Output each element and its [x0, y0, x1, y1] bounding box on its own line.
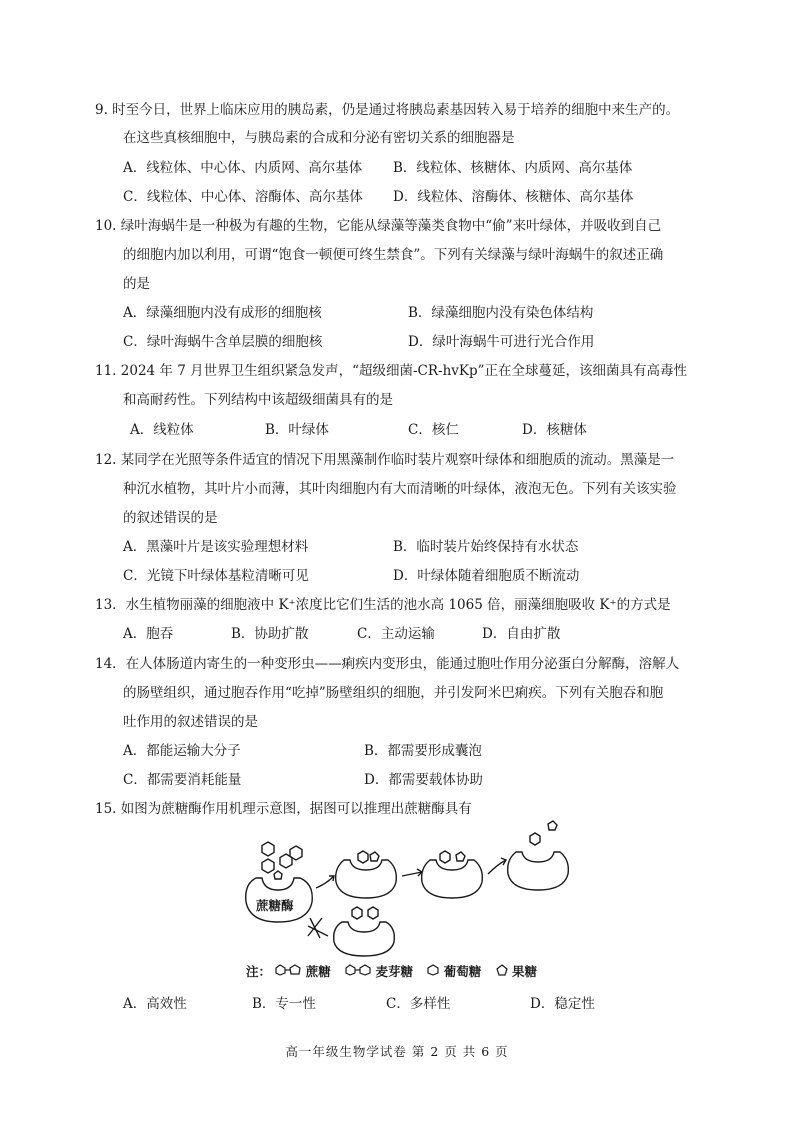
- question-9-option-b: B．线粒体、核糖体、内质网、高尔基体: [393, 160, 633, 176]
- sucrose-hexagon-icon: [262, 859, 274, 873]
- legend-fructose-label: 果糖: [511, 964, 537, 979]
- legend-maltose-label: 麦芽糖: [375, 964, 413, 979]
- question-13-option-d: D．自由扩散: [482, 626, 561, 642]
- sucrase-enzyme-cleaved: [422, 860, 483, 898]
- question-10-line-3: 的是: [123, 276, 150, 292]
- question-15-option-a: A．高效性: [123, 996, 187, 1012]
- legend-sucrose-label: 蔗糖: [305, 964, 331, 979]
- question-12-option-d: D．叶绿体随着细胞质不断流动: [393, 568, 580, 584]
- sucrose-icon: [275, 964, 301, 979]
- question-14-option-c: C．都需要消耗能量: [123, 772, 242, 788]
- page-footer: 高一年级生物学试卷 第 2 页 共 6 页: [285, 1044, 509, 1059]
- question-14-line-3: 吐作用的叙述错误的是: [123, 714, 258, 730]
- sucrase-enzyme-free: [508, 852, 569, 890]
- question-14-line-2: 的肠壁组织，通过胞吞作用“吃掉”肠壁组织的细胞，并引发阿米巴痢疾。下列有关胞吞和胞: [123, 685, 664, 701]
- question-11-line-2: 和高耐药性。下列结构中该超级细菌具有的是: [123, 392, 393, 408]
- question-9-option-d: D．线粒体、溶酶体、核糖体、高尔基体: [393, 189, 634, 205]
- sucrose-hexagon-icon: [262, 842, 274, 856]
- question-13-option-c: C．主动运输: [357, 626, 435, 642]
- blocked-arrow-icon: [308, 918, 328, 938]
- question-12-option-a: A．黑藻叶片是该实验理想材料: [123, 539, 309, 555]
- question-15-option-b: B．专一性: [252, 996, 316, 1012]
- question-11-line-1: 11. 2024 年 7 月世界卫生组织紧急发声，“超级细菌-CR-hvKp”正在全球蔓延，该细菌具有高毒性: [95, 363, 688, 379]
- question-10-line-1: 10. 绿叶海蜗牛是一种极为有趣的生物，它能从绿藻等藻类食物中“偷”来叶绿体，并吸收到自己: [95, 218, 662, 234]
- legend-glucose-label: 葡萄糖: [443, 964, 482, 979]
- arrow-icon: [316, 876, 334, 888]
- question-12-option-c: C．光镜下叶绿体基粒清晰可见: [123, 568, 309, 584]
- question-14-line-1: 14．在人体肠道内寄生的一种变形虫——痢疾内变形虫，能通过胞吐作用分泌蛋白分解酶，溶解人: [95, 656, 680, 672]
- glucose-icon: [427, 964, 439, 979]
- legend-prefix: 注：: [246, 964, 272, 979]
- sucrase-mechanism-figure: [230, 818, 590, 960]
- question-11-option-c: C．核仁: [408, 422, 459, 438]
- question-14-option-b: B．都需要形成囊泡: [364, 743, 482, 759]
- question-13-option-b: B．协助扩散: [231, 626, 309, 642]
- question-12-line-3: 的叙述错误的是: [123, 510, 218, 526]
- question-11-option-a: A．线粒体: [130, 422, 194, 438]
- question-12-line-2: 种沉水植物，其叶片小而薄，其叶肉细胞内有大而清晰的叶绿体，液泡无色。下列有关该实验: [123, 481, 677, 497]
- question-10-option-d: D．绿叶海蜗牛可进行光合作用: [408, 334, 595, 350]
- question-9-option-c: C．线粒体、中心体、溶酶体、高尔基体: [123, 189, 363, 205]
- glucose-product-icon: [530, 833, 540, 845]
- question-11-option-b: B．叶绿体: [265, 422, 329, 438]
- question-9-line-2: 在这些真核细胞中，与胰岛素的合成和分泌有密切关系的细胞器是: [123, 130, 515, 146]
- question-10-line-2: 的细胞内加以利用，可谓“饱食一顿便可终生禁食”。下列有关绿藻与绿叶海蜗牛的叙述正确: [123, 247, 664, 263]
- question-14-option-d: D．都需要载体协助: [364, 772, 483, 788]
- question-9-line-1: 9. 时至今日，世界上临床应用的胰岛素，仍是通过将胰岛素基因转入易于培养的细胞中来生产的。: [95, 102, 680, 118]
- question-12-line-1: 12. 某同学在光照等条件适宜的情况下用黑藻制作临时装片观察叶绿体和细胞质的流动。黑藻是一: [95, 452, 675, 468]
- fructose-product-icon: [548, 821, 557, 830]
- fructose-icon: [496, 964, 508, 979]
- sucrose-bound-icon: [274, 871, 282, 879]
- question-10-option-b: B．绿藻细胞内没有染色体结构: [408, 305, 594, 321]
- question-14-option-a: A．都能运输大分子: [123, 743, 241, 759]
- blocked-enzyme-shape: [334, 922, 395, 956]
- question-15-line-1: 15. 如图为蔗糖酶作用机理示意图，据图可以推理出蔗糖酶具有: [95, 801, 472, 817]
- question-11-option-d: D．核糖体: [522, 422, 587, 438]
- question-12-option-b: B．临时装片始终保持有水状态: [393, 539, 579, 555]
- maltose-hexagon-icon: [290, 846, 302, 860]
- question-15-option-c: C．多样性: [386, 996, 451, 1012]
- arrow-icon: [488, 860, 506, 874]
- question-13-option-a: A．胞吞: [123, 626, 174, 642]
- sucrase-enzyme-complex: [336, 860, 397, 898]
- enzyme-label: 蔗糖酶: [256, 898, 294, 913]
- question-13-line-1: 13．水生植物丽藻的细胞液中 K⁺浓度比它们生活的池水高 1065 倍，丽藻细胞吸收 K⁺的方式是: [95, 597, 671, 613]
- question-9-option-a: A．线粒体、中心体、内质网、高尔基体: [123, 160, 363, 176]
- question-10-option-c: C．绿叶海蜗牛含单层膜的细胞核: [123, 334, 323, 350]
- question-15-option-d: D．稳定性: [530, 996, 595, 1012]
- question-10-option-a: A．绿藻细胞内没有成形的细胞核: [123, 305, 322, 321]
- figure-legend: [246, 962, 537, 980]
- maltose-icon: [345, 964, 371, 979]
